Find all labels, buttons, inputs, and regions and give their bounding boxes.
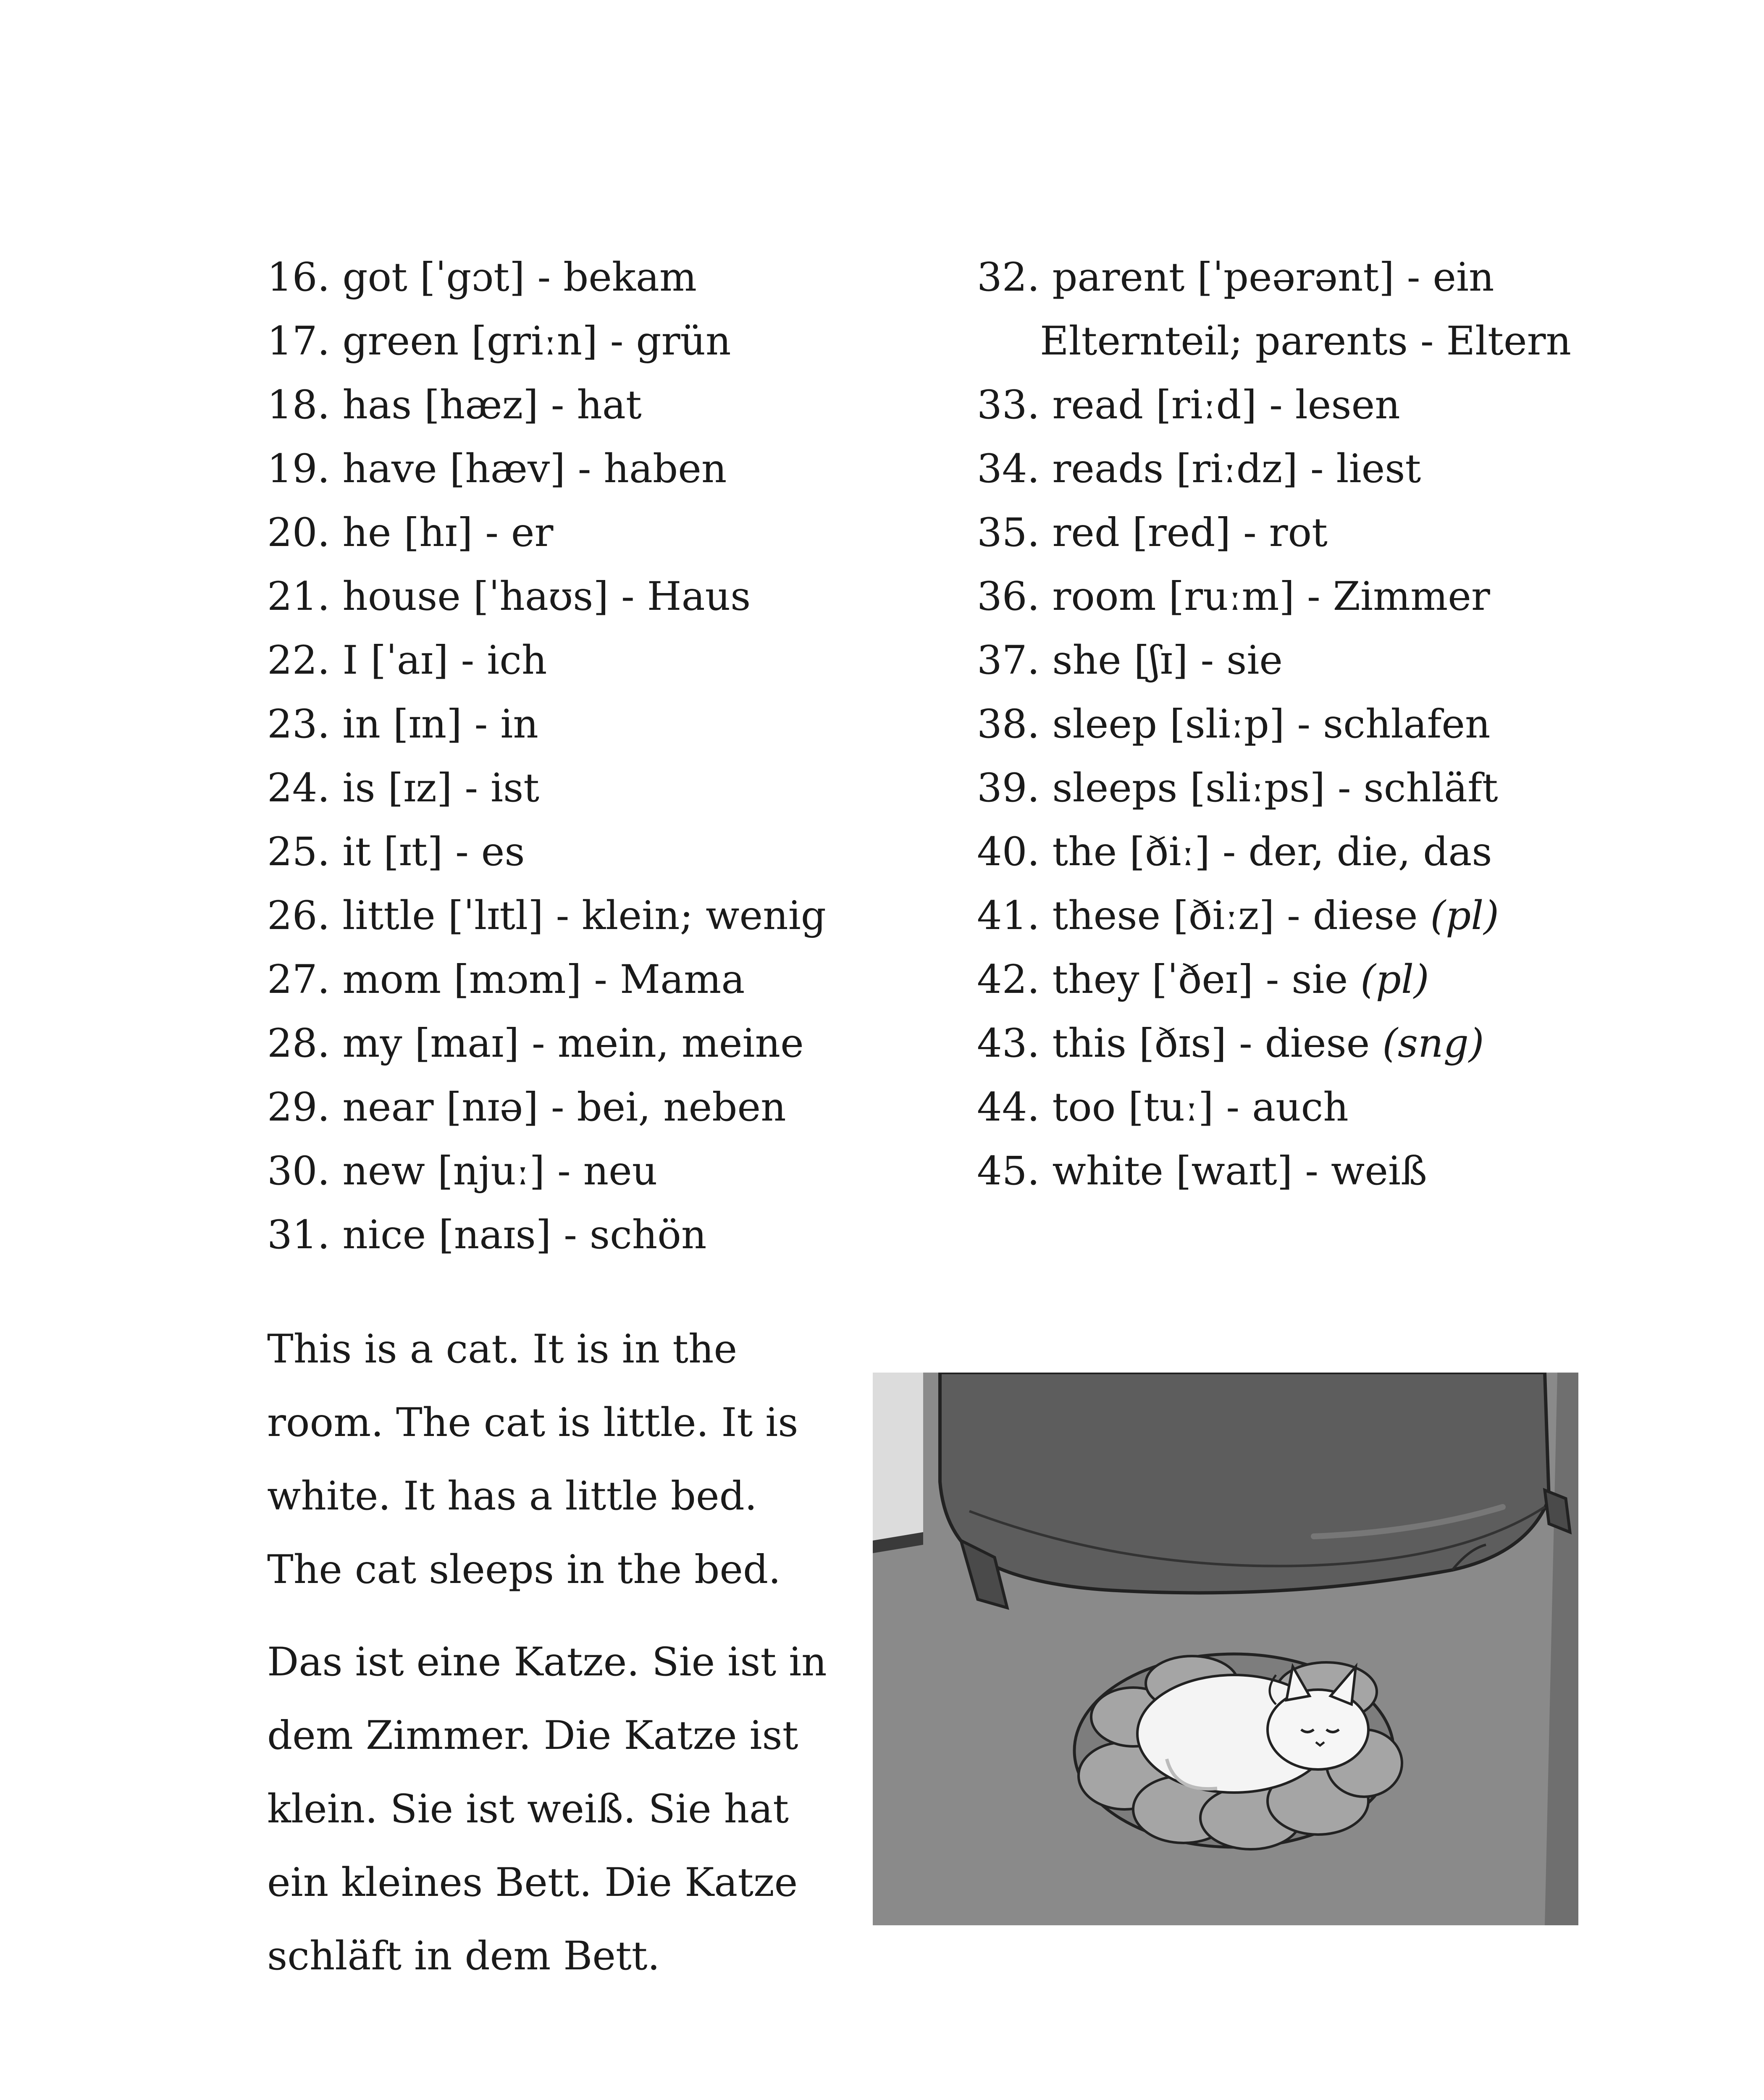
- vocab-entry: 32. parent [ˈpeərənt] - ein: [977, 255, 1494, 300]
- vocab-entry: 25. it [ɪt] - es: [267, 829, 525, 875]
- vocab-entry: 23. in [ɪn] - in: [267, 701, 538, 747]
- vocab-entry: 17. green [griːn] - grün: [267, 318, 731, 364]
- vocab-entry-text: 41. these [ðiːz] - diese: [977, 893, 1431, 939]
- vocab-entry: 24. is [ɪz] - ist: [267, 765, 540, 811]
- vocab-entry-text: 42. they [ˈðeɪ] - sie: [977, 957, 1361, 1003]
- sleeping-cat-illustration: [873, 1373, 1578, 1925]
- vocab-entry: 34. reads [riːdz] - liest: [977, 446, 1421, 492]
- vocab-entry: 44. too [tuː] - auch: [977, 1084, 1349, 1130]
- vocab-entry: 26. little [ˈlɪtl] - klein; wenig: [267, 893, 826, 939]
- vocab-entry: 30. new [njuː] - neu: [267, 1148, 658, 1194]
- vocab-entry: 40. the [ðiː] - der, die, das: [977, 829, 1492, 875]
- vocabulary-column-right: [977, 246, 1571, 1203]
- vocab-entry: 45. white [waɪt] - weiß: [977, 1148, 1427, 1194]
- vocab-entry: 35. red [red] - rot: [977, 510, 1328, 556]
- vocab-entry: 19. have [hæv] - haben: [267, 446, 727, 492]
- vocab-entry: 37. she [ʃɪ] - sie: [977, 638, 1283, 683]
- vocab-entry: 28. my [maɪ] - mein, meine: [267, 1021, 804, 1066]
- story-paragraph-english: This is a cat. It is in the room. The cat is little. It is white. It has a little bed. The cat sleeps in the bed.: [267, 1326, 798, 1593]
- wall: [873, 1373, 923, 1541]
- vocab-entry: 36. room [ruːm] - Zimmer: [977, 574, 1490, 620]
- vocab-entry: 38. sleep [sliːp] - schlafen: [977, 701, 1491, 747]
- vocab-entry: 27. mom [mɔm] - Mama: [267, 957, 745, 1003]
- vocab-entry: [977, 884, 1571, 948]
- vocab-entry: 31. nice [naɪs] - schön: [267, 1212, 707, 1258]
- vocab-entry: [977, 948, 1571, 1012]
- vocab-entry: 33. read [riːd] - lesen: [977, 382, 1400, 428]
- vocab-entry: [977, 1012, 1571, 1076]
- vocab-entry-continuation: Elternteil; parents - Eltern: [1040, 318, 1572, 364]
- grammar-note: (pl): [1360, 957, 1429, 1003]
- vocab-entry-text: 43. this [ðɪs] - diese: [977, 1021, 1383, 1066]
- vocab-entry: 21. house [ˈhaʊs] - Haus: [267, 574, 751, 620]
- vocab-entry: 29. near [nɪə] - bei, neben: [267, 1084, 786, 1130]
- vocab-entry: 22. I [ˈaɪ] - ich: [267, 638, 547, 683]
- vocab-entry: 16. got [ˈgɔt] - bekam: [267, 255, 697, 300]
- story-paragraph-german: Das ist eine Katze. Sie ist in dem Zimmer. Die Katze ist klein. Sie ist weiß. Sie hat ein kleines Bett. Die Katze schläft in dem Bett.: [267, 1639, 827, 1979]
- vocab-entry: 18. has [hæz] - hat: [267, 382, 642, 428]
- grammar-note: (sng): [1382, 1021, 1484, 1066]
- vocab-entry: 20. he [hɪ] - er: [267, 510, 554, 556]
- vocab-entry: 39. sleeps [sliːps] - schläft: [977, 765, 1498, 811]
- vocabulary-column-left: [267, 246, 826, 1267]
- grammar-note: (pl): [1430, 893, 1499, 939]
